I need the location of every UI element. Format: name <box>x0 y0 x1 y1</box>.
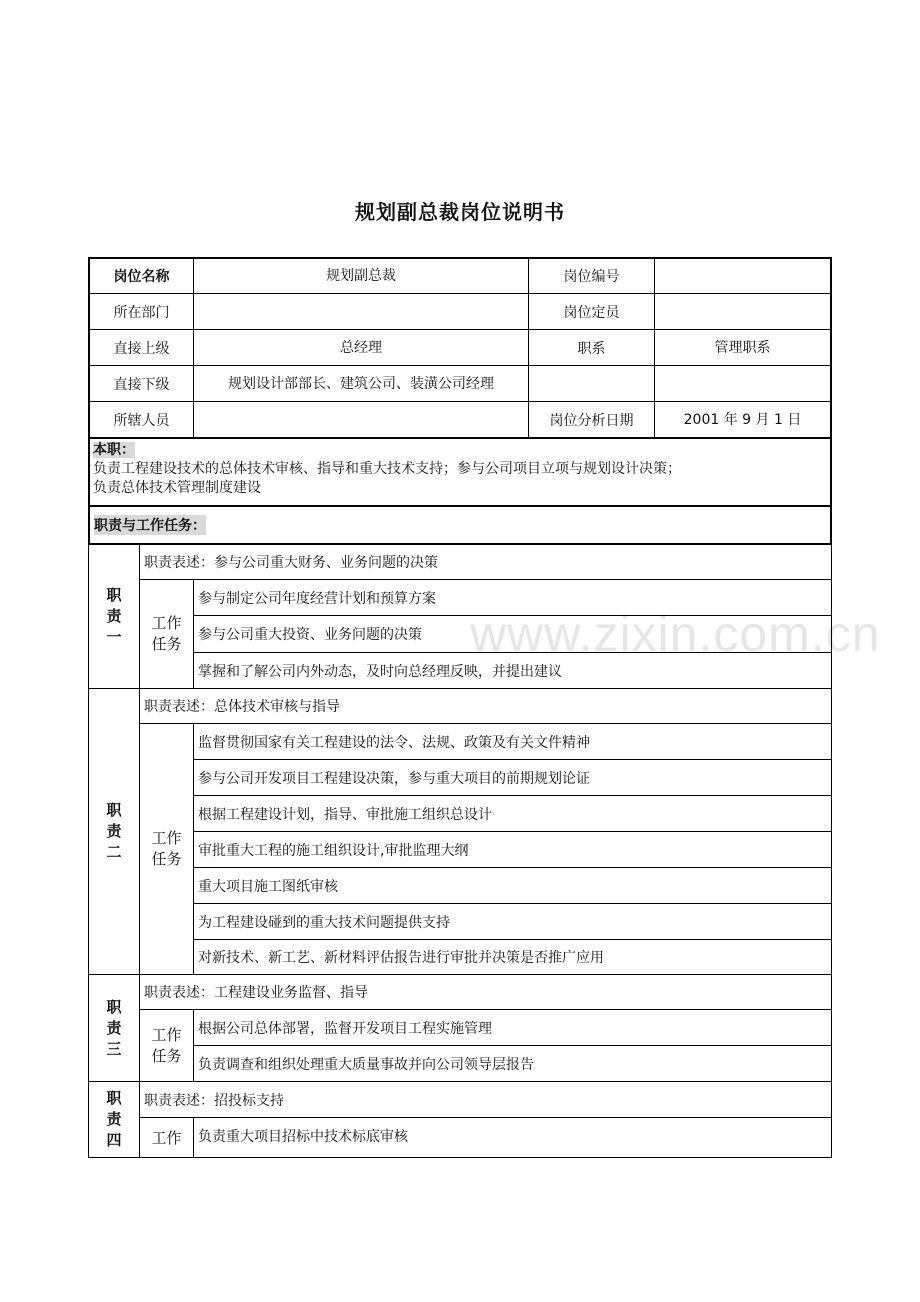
resp3-char-3: 三 <box>106 1039 122 1058</box>
info-value-supervisor: 总经理 <box>193 329 529 366</box>
info-label-blank <box>528 365 655 402</box>
resp2-task-2: 参与公司开发项目工程建设决策，参与重大项目的前期规划论证 <box>193 759 832 796</box>
resp4-char-2: 责 <box>106 1110 122 1128</box>
info-label-job-family: 职系 <box>528 329 655 366</box>
resp3-char-1: 职 <box>106 997 122 1016</box>
task-label-line-2: 任务 <box>151 1046 182 1065</box>
resp1-char-2: 责 <box>106 606 122 625</box>
resp4-task-1: 负责重大项目招标中技术标底审核 <box>193 1117 832 1158</box>
task-label-line-2: 任务 <box>151 850 182 868</box>
resp3-char-2: 责 <box>106 1018 122 1037</box>
resp3-label <box>88 974 140 1082</box>
responsibilities-heading-row <box>88 505 832 545</box>
responsibilities-heading: 职责与工作任务： <box>94 515 206 535</box>
info-label-analysis-date: 岗位分析日期 <box>528 401 655 438</box>
info-label-department: 所在部门 <box>89 293 194 330</box>
duty-heading: 本职： <box>93 442 135 458</box>
resp4-char-1: 职 <box>106 1089 122 1107</box>
info-value-analysis-date: 2001 年 9 月 1 日 <box>654 401 831 438</box>
info-label-staff: 所辖人员 <box>89 401 194 438</box>
info-label-headcount: 岗位定员 <box>528 293 655 330</box>
resp1-char-3: 一 <box>106 627 122 646</box>
resp4-label <box>88 1081 140 1158</box>
resp2-statement: 职责表述：总体技术审核与指导 <box>139 688 832 724</box>
resp1-statement: 职责表述：参与公司重大财务、业务问题的决策 <box>139 543 832 580</box>
resp2-task-3: 根据工程建设计划，指导、审批施工组织总设计 <box>193 795 832 832</box>
resp4-task-label: 工作 <box>139 1117 194 1158</box>
resp2-label <box>88 688 140 975</box>
resp1-label <box>88 543 140 689</box>
resp1-task-label <box>139 579 194 689</box>
task-label-line-1: 工作 <box>151 1025 182 1044</box>
resp2-task-1: 监督贯彻国家有关工程建设的法令、法规、政策及有关文件精神 <box>193 723 832 760</box>
resp2-task-5: 重大项目施工图纸审核 <box>193 867 832 904</box>
resp3-task-1: 根据公司总体部署，监督开发项目工程实施管理 <box>193 1009 832 1046</box>
resp1-task-2: 参与公司重大投资、业务问题的决策 <box>193 615 832 653</box>
watermark: www.zixin.com.cn <box>470 606 881 662</box>
info-value-job-family: 管理职系 <box>654 329 831 366</box>
duty-section <box>88 437 832 507</box>
info-value-subordinates: 规划设计部部长、建筑公司、装潢公司经理 <box>193 365 529 402</box>
resp2-char-2: 责 <box>106 822 122 840</box>
resp2-char-3: 二 <box>106 843 122 861</box>
resp4-statement: 职责表述：招投标支持 <box>139 1081 832 1118</box>
info-label-position-name: 岗位名称 <box>89 258 194 294</box>
resp2-task-6: 为工程建设碰到的重大技术问题提供支持 <box>193 903 832 940</box>
resp1-task-1: 参与制定公司年度经营计划和预算方案 <box>193 579 832 616</box>
info-value-position-code <box>654 258 831 294</box>
resp2-task-7: 对新技术、新工艺、新材料评估报告进行审批并决策是否推广应用 <box>193 939 832 975</box>
resp2-char-1: 职 <box>106 801 122 819</box>
info-label-subordinates: 直接下级 <box>89 365 194 402</box>
info-value-department <box>193 293 529 330</box>
info-value-headcount <box>654 293 831 330</box>
resp3-statement: 职责表述：工程建设业务监督、指导 <box>139 974 832 1010</box>
info-value-staff <box>193 401 529 438</box>
resp2-task-label <box>139 723 194 975</box>
task-label-line-1: 工作 <box>151 614 182 632</box>
resp3-task-2: 负责调查和组织处理重大质量事故并向公司领导层报告 <box>193 1045 832 1082</box>
duty-line-2: 负责总体技术管理制度建设 <box>93 480 261 496</box>
resp4-char-3: 四 <box>106 1131 122 1149</box>
info-value-blank <box>654 365 831 402</box>
resp1-char-1: 职 <box>106 585 122 604</box>
task-label-line-1: 工作 <box>151 829 182 847</box>
info-label-position-code: 岗位编号 <box>528 258 655 294</box>
resp2-task-4: 审批重大工程的施工组织设计,审批监理大纲 <box>193 831 832 868</box>
document-title: 规划副总裁岗位说明书 <box>355 200 565 224</box>
duty-line-1: 负责工程建设技术的总体技术审核、指导和重大技术支持；参与公司项目立项与规划设计决策； <box>93 461 681 477</box>
info-value-position-name: 规划副总裁 <box>193 258 529 294</box>
resp1-task-3: 掌握和了解公司内外动态，及时向总经理反映，并提出建议 <box>193 652 832 689</box>
resp3-task-label <box>139 1009 194 1082</box>
info-label-supervisor: 直接上级 <box>89 329 194 366</box>
task-label-line-2: 任务 <box>151 635 182 653</box>
